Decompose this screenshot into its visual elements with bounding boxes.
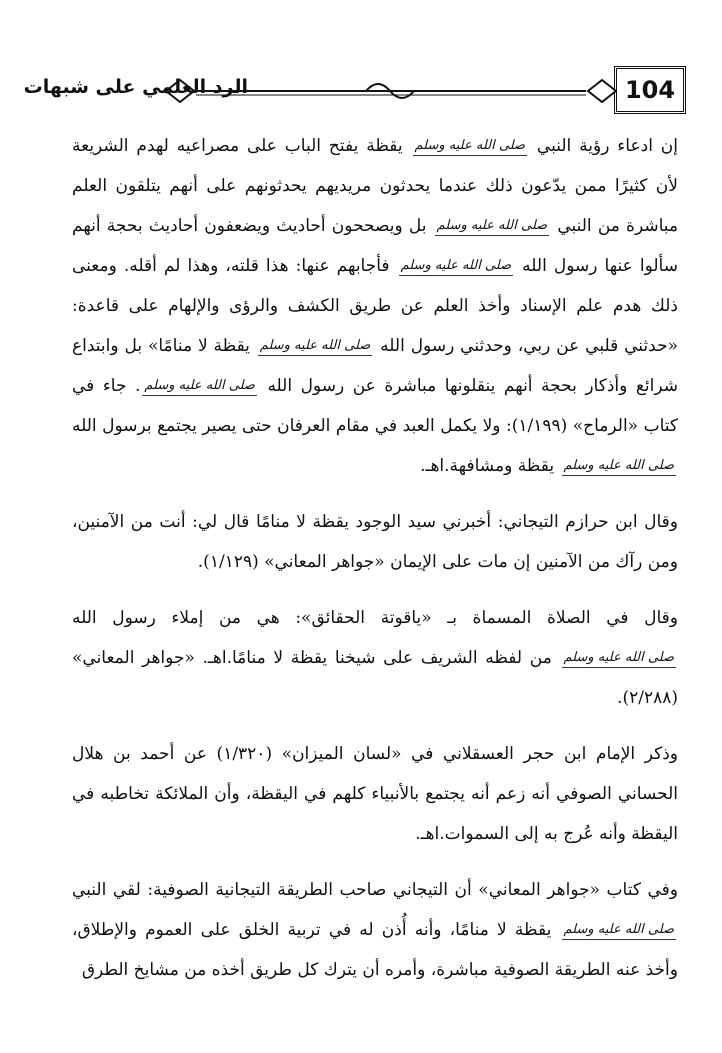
paragraph-text: إن ادعاء رؤية النبي [529,136,679,156]
honorific-calligraphy: صلى الله عليه وسلم [562,921,677,940]
paragraph [72,870,678,990]
paragraph-text: يقظة ومشافهة.اهـ. [420,456,560,476]
paragraph-text: وذكر الإمام ابن حجر العسقلاني في «لسان الميزان» (١/٣٢٠) عن أحمد بن هلال الحساني الصوفي أنه زعم أنه يجتمع بالأنبياء كلهم في اليقظة، وأن الملائكة تخاطبه في اليقظة وأنه عُرج به إلى السموات.اهـ. [72,744,678,844]
paragraph-text: يقظة يفتح الباب على مصراعيه لهدم الشريعة لأن كثيرًا ممن يدّعون ذلك عندما يحدثون مريديهم يحدثونهم على أنهم يتلقون العلم مباشرة من النبي [72,136,678,236]
page-body [72,126,678,990]
paragraph-text: من لفظه الشريف على شيخنا يقظة لا منامًا.اهـ. «جواهر المعاني» (٢/٢٨٨). [72,648,678,708]
honorific-calligraphy: صلى الله عليه وسلم [399,257,514,276]
paragraph-text: وقال ابن حرازم التيجاني: أخبرني سيد الوجود يقظة لا منامًا قال لي: أنت من الآمنين، ومن رآك من الآمنين إن مات على الإيمان «جواهر المعاني» (١/١٢٩). [72,512,678,572]
paragraph [72,734,678,854]
honorific-calligraphy: صلى الله عليه وسلم [258,337,373,356]
paragraph [72,502,678,582]
paragraph-text: فأجابهم عنها: هذا قلته، وهذا لم أقله. ومعنى ذلك هدم علم الإسناد وأخذ العلم عن طريق الكشف والرؤى والإلهام على قاعدة: «حدثني قلبي عن ربي، وحدثني رسول الله [72,256,678,356]
paragraph-text: وقال في الصلاة المسماة بـ «ياقوتة الحقائق»: هي من إملاء رسول الله [72,608,678,628]
page-header [23,66,686,116]
honorific-calligraphy: صلى الله عليه وسلم [562,649,677,668]
paragraph-text: بل ويصححون أحاديث ويضعفون أحاديث بحجة أنهم سألوا عنها رسول الله [72,216,678,276]
honorific-calligraphy: صلى الله عليه وسلم [562,457,677,476]
paragraph-text: يقظة لا منامًا، وأنه أُذن له في تربية الخلق على العموم والإطلاق، وأخذ عنه الطريقة الصوفية مباشرة، وأمره أن يترك كل طريق أخذه من مشايخ الطرق [72,920,678,980]
page-number: 104 [614,66,686,114]
honorific-calligraphy: صلى الله عليه وسلم [413,137,528,156]
honorific-calligraphy: صلى الله عليه وسلم [435,217,550,236]
paragraph-text: وفي كتاب «جواهر المعاني» أن التيجاني صاحب الطريقة التيجانية الصوفية: لقي النبي [72,880,678,900]
running-title: الرد العلمي على شبهات [23,76,248,98]
paragraph-text: يقظة لا منامًا» بل وابتداع شرائع وأذكار بحجة أنهم ينقلونها مباشرة عن رسول الله [72,336,678,396]
header-ornament [166,76,616,106]
paragraph [72,126,678,486]
paragraph [72,598,678,718]
honorific-calligraphy: صلى الله عليه وسلم [142,377,257,396]
paragraph-text: . جاء في كتاب «الرماح» (١/١٩٩): ولا يكمل العبد في مقام العرفان حتى يصير يجتمع برسول الله [72,376,678,436]
